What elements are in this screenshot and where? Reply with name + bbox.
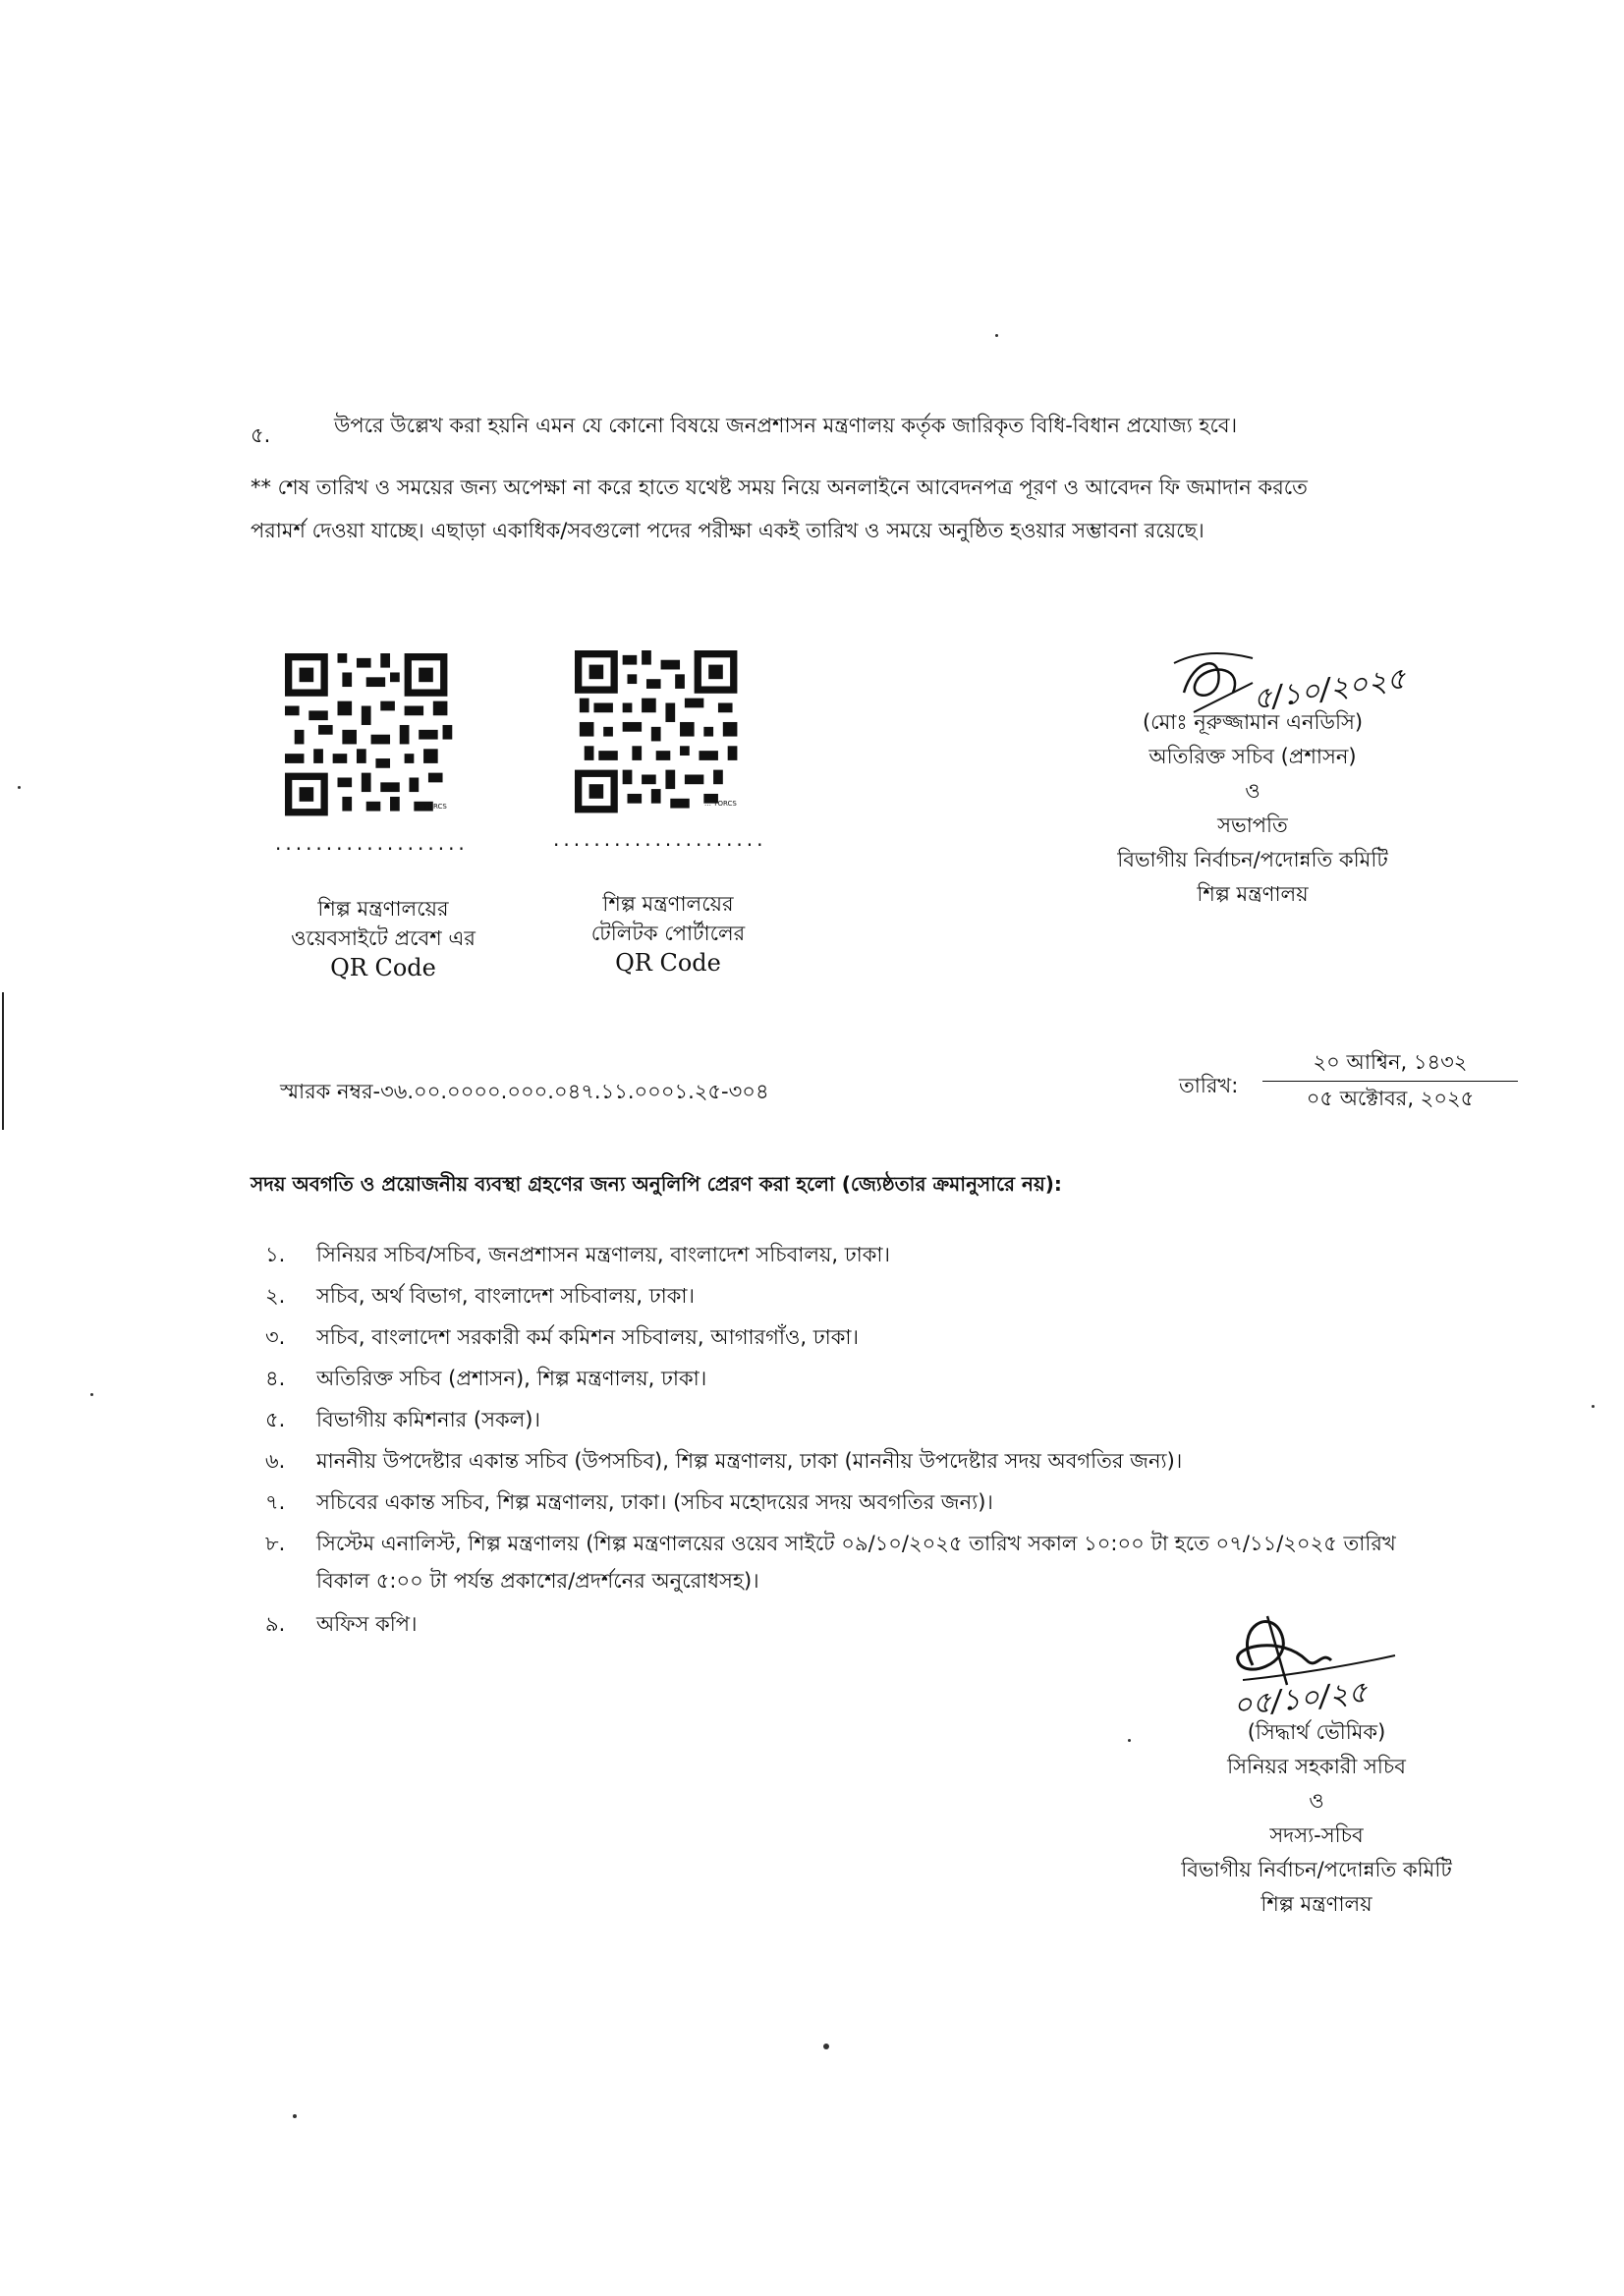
list-item-number: ৯. bbox=[265, 1612, 286, 1636]
note-line: পরামর্শ দেওয়া যাচ্ছে। এছাড়া একাধিক/সবগুলো পদের পরীক্ষা একই তারিখ ও সময়ে অনুষ্ঠিত হওয়ার সম্ভাবনা রয়েছে। bbox=[251, 519, 1204, 542]
qr-caption-teletalk bbox=[560, 889, 776, 978]
clause-text: উপরে উল্লেখ করা হয়নি এমন যে কোনো বিষয়ে জনপ্রশাসন মন্ত্রণালয় কর্তৃক জারিকৃত বিধি-বিধান প্রযোজ্য হবে। bbox=[334, 414, 1238, 437]
list-item bbox=[265, 1487, 1513, 1529]
signatory-designation: সিনিয়র সহকারী সচিব bbox=[1227, 1755, 1406, 1778]
list-item-text: সিনিয়র সচিব/সচিব, জনপ্রশাসন মন্ত্রণালয়, বাংলাদেশ সচিবালয়, ঢাকা। bbox=[316, 1243, 890, 1266]
qr-brand: .:: TORCS bbox=[415, 803, 447, 811]
signatory-role: সভাপতি bbox=[1217, 813, 1288, 837]
qr-code-website bbox=[285, 653, 472, 834]
qr-caption-line: টেলিটক পোর্টালের bbox=[590, 922, 746, 945]
list-item bbox=[265, 1322, 1513, 1364]
date-bangla: ২০ আশ্বিন, ১৪৩২ bbox=[1313, 1050, 1468, 1074]
list-item bbox=[265, 1364, 1513, 1405]
list-item-text-continued: বিকাল ৫:০০ টা পর্যন্ত প্রকাশের/প্রদর্শনের অনুরোধসহ)। bbox=[316, 1569, 759, 1593]
signature-date: ৫/১০/২০২৫ bbox=[1251, 661, 1409, 717]
scan-speck bbox=[1592, 1405, 1595, 1408]
signatory-designation: অতিরিক্ত সচিব (প্রশাসন) bbox=[1148, 745, 1357, 768]
signatory-committee: বিভাগীয় নির্বাচন/পদোন্নতি কমিটি bbox=[1181, 1858, 1452, 1881]
list-item-number: ২. bbox=[265, 1284, 286, 1308]
note-line: ** শেষ তারিখ ও সময়ের জন্য অপেক্ষা না করে হাতে যথেষ্ট সময় নিয়ে অনলাইনে আবেদনপত্র পূরণ ও আবেদন ফি জমাদান করতে bbox=[251, 476, 1308, 499]
signatory-ministry: শিল্প মন্ত্রণালয় bbox=[1197, 882, 1309, 906]
copy-list bbox=[265, 1240, 1513, 1651]
signatory-block-1 bbox=[1081, 705, 1425, 912]
list-item-number: ৫. bbox=[265, 1408, 286, 1431]
signatory-and: ও bbox=[1245, 779, 1260, 803]
qr-caption-line: ওয়েবসাইটে প্রবেশ এর bbox=[291, 926, 476, 950]
list-item-text: বিভাগীয় কমিশনার (সকল)। bbox=[316, 1408, 540, 1431]
list-item bbox=[265, 1529, 1513, 1609]
date-english: ০৫ অক্টোবর, ২০২৫ bbox=[1306, 1087, 1475, 1110]
note-paragraph bbox=[251, 462, 1488, 548]
signature-date: ০৫/১০/২৫ bbox=[1231, 1674, 1370, 1724]
signatory-committee: বিভাগীয় নির্বাচন/পদোন্নতি কমিটি bbox=[1117, 848, 1388, 871]
list-item-number: ৬. bbox=[265, 1449, 286, 1473]
date-divider bbox=[1262, 1081, 1518, 1082]
list-item bbox=[265, 1240, 1513, 1281]
list-item-text: অফিস কপি। bbox=[316, 1612, 418, 1636]
qr-caption-line: শিল্প মন্ত্রণালয়ের bbox=[317, 897, 449, 921]
dotted-line: ..................... bbox=[553, 827, 767, 851]
date-label: তারিখ: bbox=[1179, 1074, 1239, 1097]
qr-caption-website bbox=[275, 894, 491, 982]
memo-number: স্মারক নম্বর-৩৬.০০.০০০০.০০০.০৪৭.১১.০০০১.২৫-৩০৪ bbox=[280, 1080, 769, 1103]
list-item-number: ৩. bbox=[265, 1325, 286, 1349]
signatory-block-2 bbox=[1145, 1715, 1488, 1922]
signatory-role: সদস্য-সচিব bbox=[1269, 1823, 1364, 1847]
list-item-text: সচিব, বাংলাদেশ সরকারী কর্ম কমিশন সচিবালয়, আগারগাঁও, ঢাকা। bbox=[316, 1325, 860, 1349]
signatory-name: (মোঃ নূরুজ্জামান এনডিসি) bbox=[1142, 710, 1364, 734]
list-item-text: সচিবের একান্ত সচিব, শিল্প মন্ত্রণালয়, ঢাকা। (সচিব মহোদয়ের সদয় অবগতির জন্য)। bbox=[316, 1490, 993, 1514]
signature-2 bbox=[1213, 1606, 1410, 1724]
signatory-name: (সিদ্ধার্থ ভৌমিক) bbox=[1247, 1720, 1386, 1744]
scan-speck bbox=[1128, 1739, 1131, 1742]
clause-number: ৫. bbox=[251, 423, 271, 447]
list-item-number: ৪. bbox=[265, 1367, 286, 1390]
qr-brand: .:: TORCS bbox=[704, 800, 737, 808]
qr-caption-line: শিল্প মন্ত্রণালয়ের bbox=[602, 892, 734, 916]
signatory-ministry: শিল্প মন্ত্রণালয় bbox=[1260, 1892, 1372, 1916]
scan-speck bbox=[293, 2114, 297, 2118]
qr-caption-line: QR Code bbox=[615, 949, 721, 977]
list-item-text: অতিরিক্ত সচিব (প্রশাসন), শিল্প মন্ত্রণালয়, ঢাকা। bbox=[316, 1367, 707, 1390]
list-item-text: মাননীয় উপদেষ্টার একান্ত সচিব (উপসচিব), শিল্প মন্ত্রণালয়, ঢাকা (মাননীয় উপদেষ্টার সদয় অবগতির জন্য)। bbox=[316, 1449, 1183, 1473]
dotted-line: ................... bbox=[275, 831, 469, 855]
scan-speck bbox=[995, 334, 998, 337]
scan-speck bbox=[18, 786, 21, 789]
scan-speck bbox=[90, 1393, 93, 1396]
list-item bbox=[265, 1405, 1513, 1446]
scan-speck bbox=[823, 2044, 829, 2049]
list-item-text: সিস্টেম এনালিস্ট, শিল্প মন্ত্রণালয় (শিল্প মন্ত্রণালয়ের ওয়েব সাইটে ০৯/১০/২০২৫ তারিখ সকাল ১০:০০ টা হতে ০৭/১১/২০২৫ তারিখ bbox=[316, 1532, 1396, 1555]
copy-heading: সদয় অবগতি ও প্রয়োজনীয় ব্যবস্থা গ্রহণের জন্য অনুলিপি প্রেরণ করা হলো (জ্যেষ্ঠতার ক্রমানুসারে নয়): bbox=[251, 1172, 1062, 1196]
list-item bbox=[265, 1446, 1513, 1487]
list-item-number: ১. bbox=[265, 1243, 286, 1266]
list-item-number: ৭. bbox=[265, 1490, 286, 1514]
qr-caption-line: QR Code bbox=[330, 954, 436, 981]
qr-code-teletalk bbox=[575, 650, 761, 831]
scan-edge-mark bbox=[2, 992, 4, 1130]
list-item-number: ৮. bbox=[265, 1532, 286, 1555]
signatory-and: ও bbox=[1309, 1789, 1324, 1813]
list-item-text: সচিব, অর্থ বিভাগ, বাংলাদেশ সচিবালয়, ঢাকা। bbox=[316, 1284, 696, 1308]
list-item bbox=[265, 1281, 1513, 1322]
